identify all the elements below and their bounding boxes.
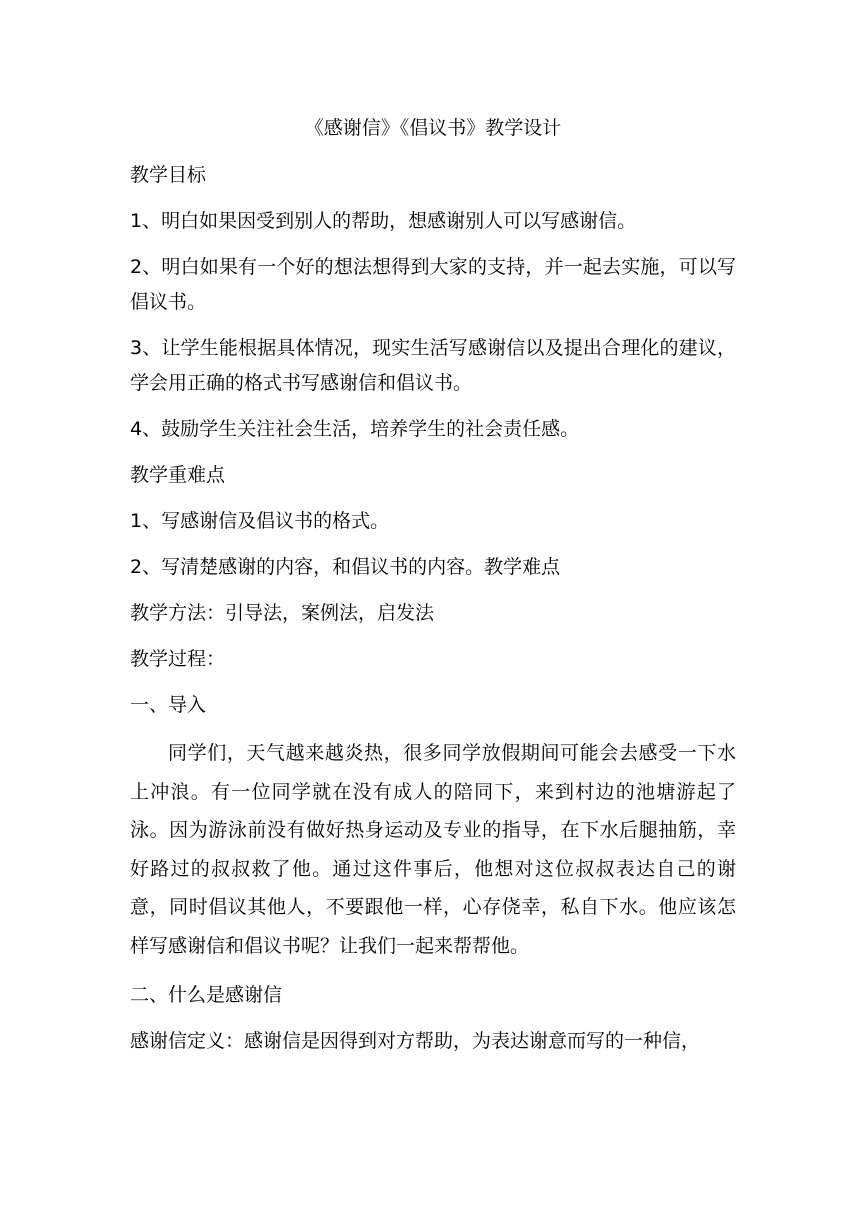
introduction-paragraph: 同学们，天气越来越炎热，很多同学放假期间可能会去感受一下水上冲浪。有一位同学就在没有成人的陪同下，来到村边的池塘游起了泳。因为游泳前没有做好热身运动及专业的指导，在下水后腿抽筋，幸好路过的叔叔救了他。通过这件事后，他想对这位叔叔表达自己的谢意，同时倡议其他人，不要跟他一样，心存侥幸，私自下水。他应该怎样写感谢信和倡议书呢？让我们一起来帮帮他。 xyxy=(130,742,736,957)
objective-item-4: 4、鼓励学生关注社会生活，培养学生的社会责任感。 xyxy=(130,418,580,440)
thank-you-letter-definition: 感谢信定义：感谢信是因得到对方帮助，为表达谢意而写的一种信， xyxy=(130,1030,701,1052)
section-heading-introduction: 一、导入 xyxy=(130,694,207,716)
objective-item-1: 1、明白如果因受到别人的帮助，想感谢别人可以写感谢信。 xyxy=(130,210,637,232)
document-body xyxy=(130,112,736,1070)
document-title: 《感谢信》《倡议书》教学设计 xyxy=(304,117,562,139)
difficulty-item-1: 1、写感谢信及倡议书的格式。 xyxy=(130,510,390,532)
section-heading-what-is-thank-you-letter: 二、什么是感谢信 xyxy=(130,984,283,1006)
objective-item-3: 3、让学生能根据具体情况，现实生活写感谢信以及提出合理化的建议，学会用正确的格式书写感谢信和倡议书。 xyxy=(130,337,736,394)
section-heading-process: 教学过程： xyxy=(130,648,226,670)
teaching-methods: 教学方法：引导法，案例法，启发法 xyxy=(130,602,435,624)
section-heading-key-difficulties: 教学重难点 xyxy=(130,464,226,486)
difficulty-item-2: 2、写清楚感谢的内容，和倡议书的内容。教学难点 xyxy=(130,556,561,578)
section-heading-objectives: 教学目标 xyxy=(130,164,207,186)
objective-item-2: 2、明白如果有一个好的想法想得到大家的支持，并一起去实施，可以写倡议书。 xyxy=(130,256,736,313)
